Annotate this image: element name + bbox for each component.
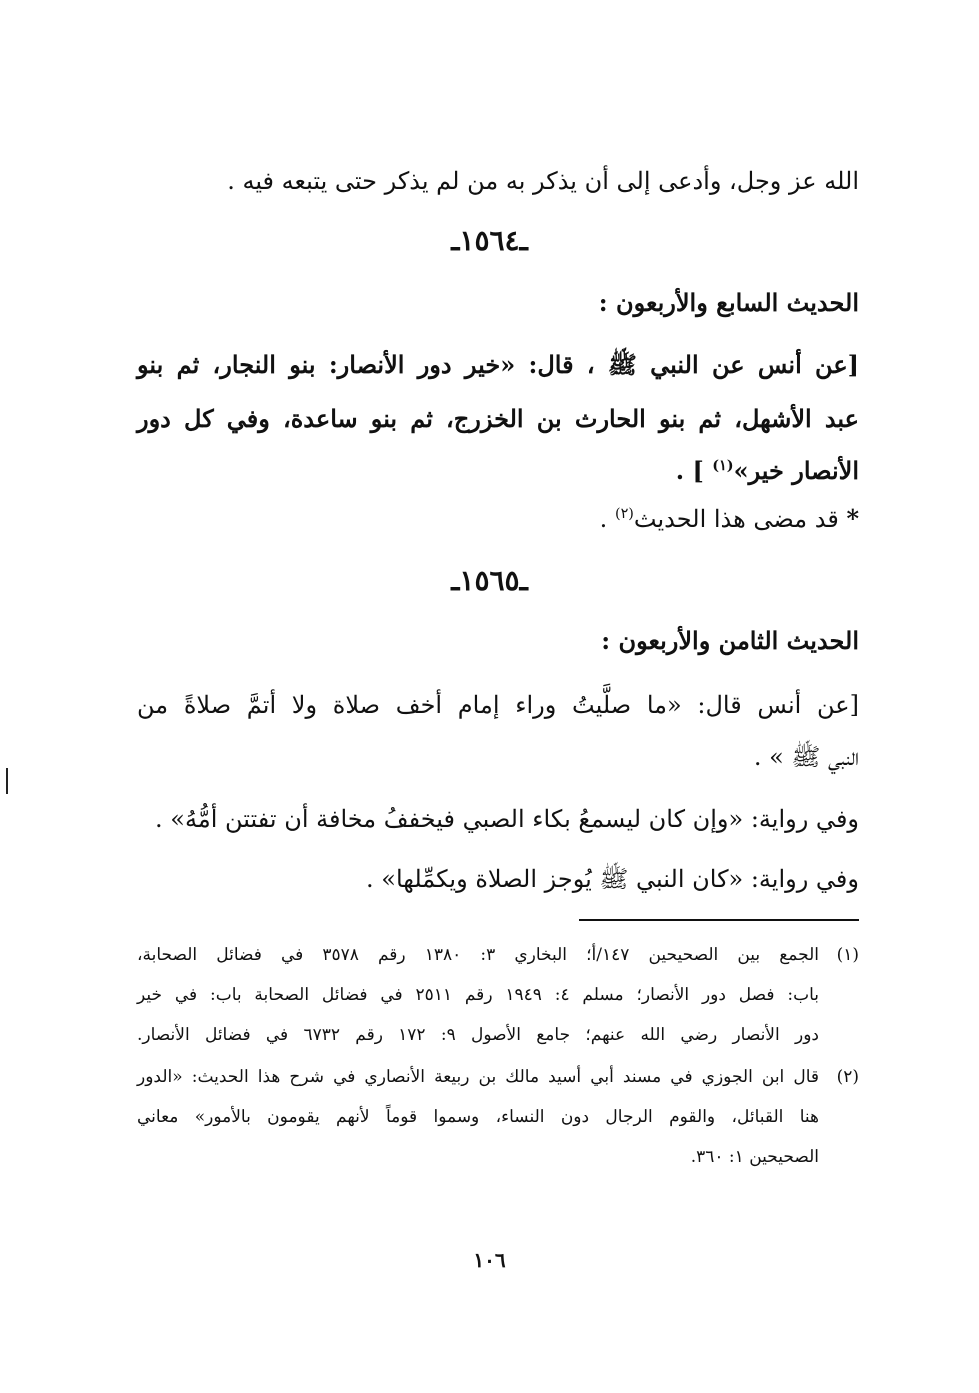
footnote-ref[interactable]: (٢) — [614, 506, 634, 522]
margin-mark — [6, 768, 8, 794]
footnote-line: قال ابن الجوزي في مسند أبي أسيد مالك بن ربيعة الأنصاري في شرح هذا الحديث: «الدور — [137, 1067, 819, 1087]
footnote-2 — [137, 1066, 859, 1167]
hadith-text-line: النبي ﷺ » . — [753, 743, 859, 771]
page-number: ١٠٦ — [473, 1248, 506, 1272]
hadith-text-line: [عن أنس قال: «ما صلَّيتُ وراء إمام أخف صلاة ولا أتمَّ صلاةً من — [137, 691, 859, 719]
continuation-line: الله عز وجل، وأدعى إلى أن يذكر به من لم يذكر حتى يتبعه فيه . — [227, 167, 859, 195]
footnote-line: باب: فصل دور الأنصار؛ مسلم ٤: ١٩٤٩ رقم ٢٥١١ في فضائل الصحابة باب: في خير — [137, 985, 819, 1005]
hadith-number-1564: ـ١٥٦٤ـ — [451, 224, 528, 257]
footnote-line: الجمع بين الصحيحين ١٤٧/أ؛ البخاري ٣: ١٣٨٠ رقم ٣٥٧٨ في فضائل الصحابة، — [137, 945, 820, 965]
hadith-text-line: الأنصار خير»$^{(١)}$ ] . — [675, 456, 859, 485]
footnote-line: دور الأنصار رضي الله عنهم؛ جامع الأصول ٩: ١٧٢ رقم ٦٧٣٢ في فضائل الأنصار. — [137, 1025, 819, 1045]
footnote-line: الصحيحين ١: ٣٦٠. — [690, 1147, 819, 1167]
hadith-title-48: الحديث الثامن والأربعون : — [601, 626, 859, 655]
footnote-line: هنا القبائل، والقوم الرجال دون النساء، وسموا قوماً لأنهم يقومون بالأمور» معاني — [137, 1107, 819, 1127]
footnote-separator — [579, 919, 859, 921]
footnote-number: (٢) — [836, 1067, 859, 1087]
footnote-number: (١) — [836, 945, 859, 965]
riwaya-line: وفي رواية: «وإن كان ليسمعُ بكاء الصبي فيخففُ مخافة أن تفتتن أمُّهُ» . — [155, 805, 859, 833]
footnote-1 — [137, 944, 859, 1045]
hadith-number-1565: ـ١٥٦٥ـ — [451, 564, 528, 597]
riwaya-line: وفي رواية: «كان النبي ﷺ يُوجز الصلاة ويكمِّلها» . — [366, 865, 859, 893]
footnote-ref[interactable]: (١) — [712, 457, 734, 474]
cross-reference-note: * قد مضى هذا الحديث$^{(٢)}$ . — [599, 504, 859, 533]
hadith-text-line: عبد الأشهل، ثم بنو الحارث بن الخزرج، ثم بنو ساعدة، وفي كل دور — [137, 404, 859, 433]
hadith-text-line: [عن أنس عن النبي ﷺ ، قال: «خير دور الأنصار: بنو النجار، ثم بنو — [137, 350, 859, 379]
star-icon: * — [846, 504, 859, 533]
hadith-title-47: الحديث السابع والأربعون : — [598, 288, 859, 317]
